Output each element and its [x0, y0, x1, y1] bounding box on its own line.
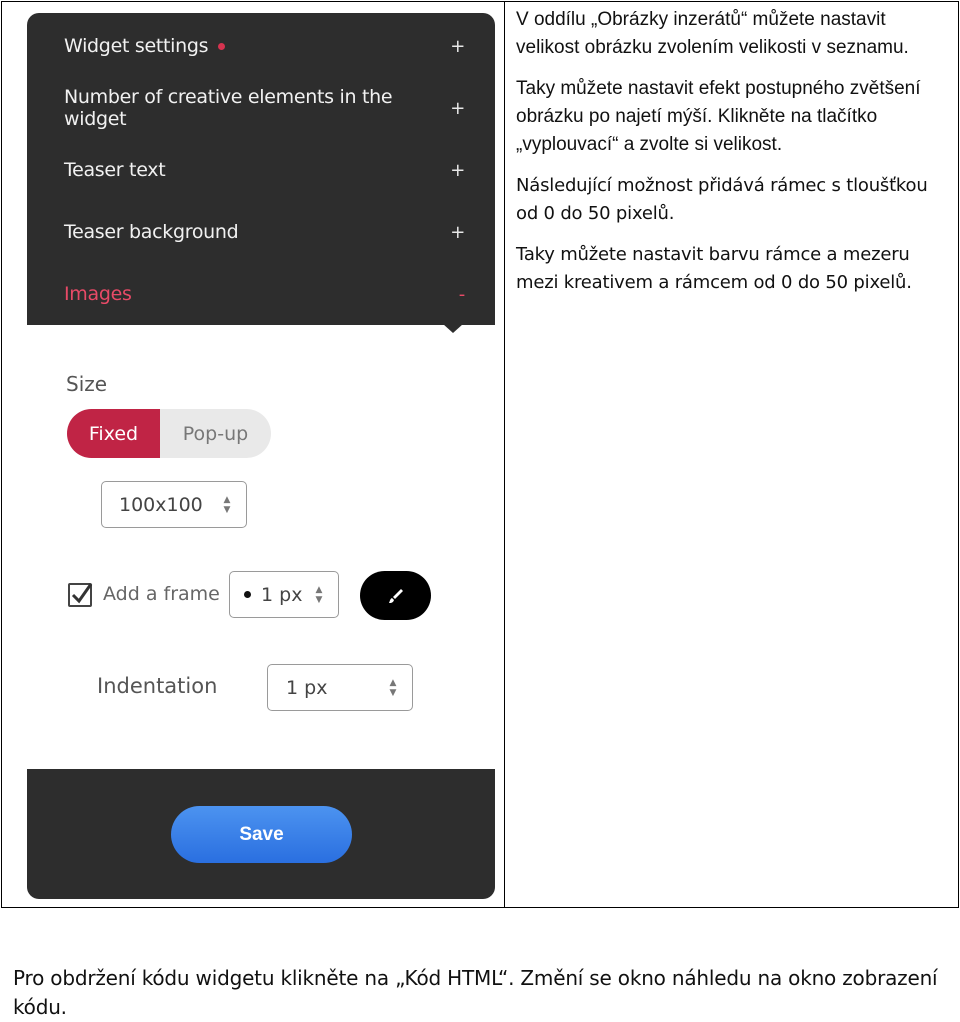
- frame-width-value: 1 px: [261, 583, 303, 606]
- add-frame-checkbox[interactable]: [68, 583, 92, 607]
- layout-table: [1, 1, 959, 908]
- menu-item-images[interactable]: [64, 279, 465, 309]
- collapse-minus-icon: -: [458, 283, 465, 305]
- save-button[interactable]: Save: [171, 806, 352, 863]
- menu-item-label: Teaser background: [64, 221, 239, 243]
- instruction-paragraph: V oddílu „Obrázky inzerátů“ můžete nastavit velikost obrázku zvolením velikosti v seznamu.: [516, 9, 909, 58]
- menu-item-widget-settings[interactable]: [64, 31, 465, 61]
- menu-item-label: Widget settings: [64, 35, 209, 57]
- instruction-paragraph: Taky můžete nastavit barvu rámce a mezeru mezi kreativem a rámcem od 0 do 50 pixelů.: [516, 244, 912, 293]
- menu-item-label: Number of creative elements in the widget: [64, 86, 393, 130]
- expand-plus-icon: +: [450, 159, 465, 181]
- size-label: Size: [66, 372, 108, 396]
- instructions-cell: [516, 6, 952, 310]
- screenshot-cell: [2, 2, 504, 907]
- footer-paragraph: Pro obdržení kódu widgetu klikněte na „Kód HTML“. Změní se okno náhledu na okno zobrazení kódu.: [13, 966, 938, 1019]
- brush-icon: [386, 586, 406, 606]
- expand-plus-icon: +: [450, 97, 465, 119]
- image-size-value: 100x100: [119, 493, 203, 516]
- instruction-paragraph: Taky můžete nastavit efekt postupného zvětšení obrázku po najetí mýší. Klikněte na tlačítko „vyplouvací“ a zvolte si velikost.: [516, 78, 921, 155]
- instruction-paragraph: Následující možnost přidává rámec s tloušťkou od 0 do 50 pixelů.: [516, 175, 928, 224]
- size-fixed-button[interactable]: Fixed: [67, 409, 160, 458]
- frame-color-button[interactable]: [360, 571, 431, 620]
- menu-item-number-of-creative-elements[interactable]: [64, 86, 465, 130]
- indentation-stepper[interactable]: [267, 664, 413, 711]
- menu-item-teaser-background[interactable]: [64, 217, 465, 247]
- menu-item-teaser-text[interactable]: [64, 155, 465, 185]
- expand-plus-icon: +: [450, 35, 465, 57]
- checkmark-icon: [71, 581, 93, 607]
- add-frame-label: Add a frame: [103, 583, 220, 605]
- indentation-label: Indentation: [97, 674, 218, 698]
- up-down-arrows-icon: ▲ ▼: [315, 584, 323, 605]
- frame-dot-icon: [244, 591, 251, 598]
- table-column-divider: [504, 2, 505, 907]
- indentation-value: 1 px: [286, 676, 328, 699]
- size-popup-button[interactable]: Pop-up: [182, 422, 249, 445]
- unsaved-dot-icon: [218, 43, 225, 50]
- size-mode-toggle: [67, 409, 271, 458]
- menu-item-label: Images: [64, 283, 132, 305]
- section-pointer-notch: [443, 324, 463, 333]
- menu-item-label: Teaser text: [64, 159, 166, 181]
- up-down-arrows-icon: ▲ ▼: [389, 677, 397, 698]
- widget-settings-panel: [27, 13, 495, 899]
- expand-plus-icon: +: [450, 221, 465, 243]
- images-settings-content: [27, 325, 495, 769]
- up-down-arrows-icon: ▲ ▼: [223, 494, 231, 515]
- frame-width-stepper[interactable]: [229, 571, 339, 618]
- image-size-select[interactable]: [101, 481, 247, 528]
